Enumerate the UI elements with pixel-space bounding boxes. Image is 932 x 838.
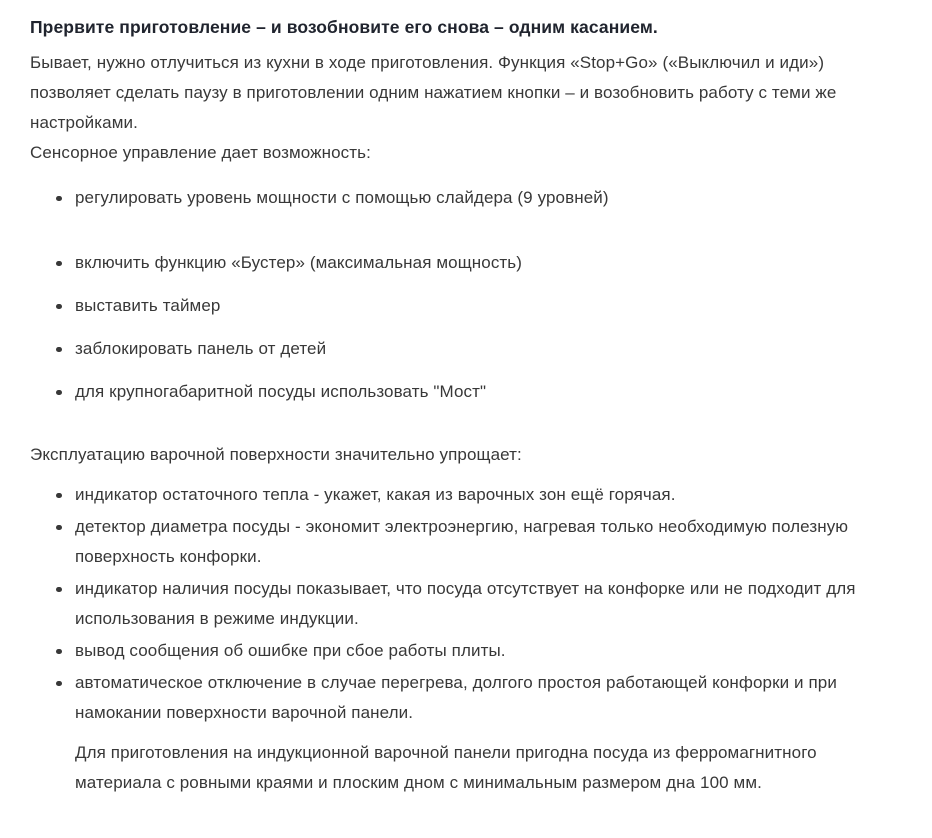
intro-paragraph: Бывает, нужно отлучиться из кухни в ходе приготовления. Функция «Stop+Go» («Выключил и иди») позволяет сделать паузу в приготовлении одним нажатием кнопки – и возобновить работу с теми же настройками. bbox=[30, 53, 837, 132]
list-item: регулировать уровень мощности с помощью слайдера (9 уровней) bbox=[75, 183, 880, 213]
cookware-note: Для приготовления на индукционной варочной панели пригодна посуда из ферромагнитного материала с ровными краями и плоским дном с минимальным размером дна 100 мм. bbox=[75, 743, 817, 792]
list-item: включить функцию «Бустер» (максимальная мощность) bbox=[75, 248, 880, 278]
list-item: вывод сообщения об ошибке при сбое работы плиты. bbox=[75, 636, 880, 666]
list-item: заблокировать панель от детей bbox=[75, 334, 880, 364]
list-item: индикатор остаточного тепла - укажет, какая из варочных зон ещё горячая. bbox=[75, 480, 880, 510]
usability-lead: Эксплуатацию варочной поверхности значительно упрощает: bbox=[30, 445, 522, 464]
list-item: для крупногабаритной посуды использовать "Мост" bbox=[75, 377, 880, 407]
touch-control-list bbox=[30, 183, 880, 407]
list-item: детектор диаметра посуды - экономит электроэнергию, нагревая только необходимую полезную поверхность конфорки. bbox=[75, 512, 880, 572]
list-item: автоматическое отключение в случае перегрева, долгого простоя работающей конфорки и при намокании поверхности варочной панели. bbox=[75, 668, 880, 728]
list-item: выставить таймер bbox=[75, 291, 880, 321]
page-title: Прервите приготовление – и возобновите его снова – одним касанием. bbox=[30, 17, 658, 37]
usability-list bbox=[30, 480, 880, 728]
list-item: индикатор наличия посуды показывает, что посуда отсутствует на конфорке или не подходит для использования в режиме индукции. bbox=[75, 574, 880, 634]
touch-control-lead: Сенсорное управление дает возможность: bbox=[30, 143, 371, 162]
